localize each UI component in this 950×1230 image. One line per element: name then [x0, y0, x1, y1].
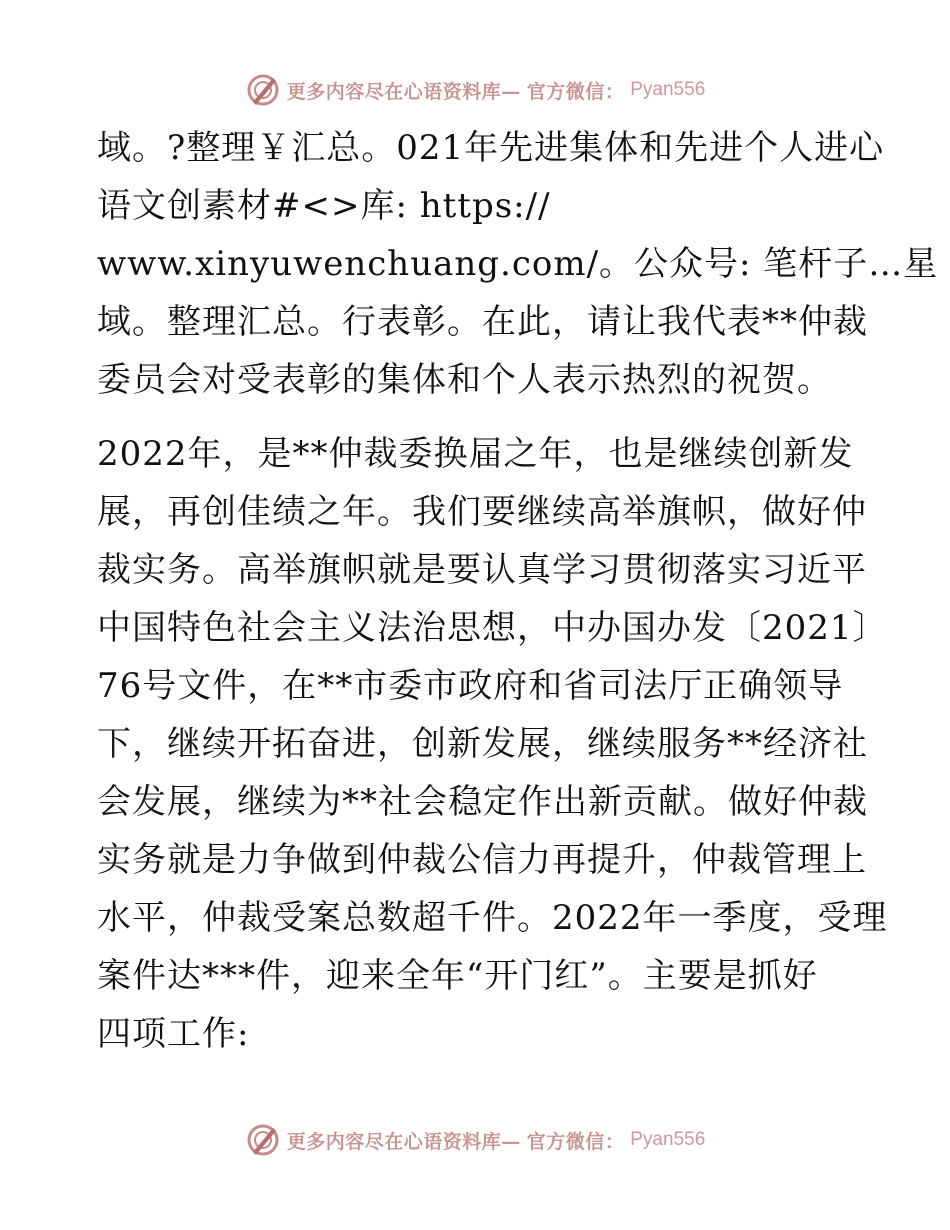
watermark-wechat-label: 官方微信： [526, 80, 625, 103]
text-line: 2022年，是**仲裁委换届之年，也是继续创新发 [97, 434, 854, 474]
text-line: 展，再创佳绩之年。我们要继续高举旗帜，做好仲 [97, 492, 867, 532]
pen-logo-icon [245, 72, 281, 108]
text-line: 语文创素材#<>库: https:// [97, 186, 551, 226]
text-line: 水平，仲裁受案总数超千件。2022年一季度，受理 [97, 898, 888, 938]
text-line: 76号文件，在**市委市政府和省司法厅正确领导 [97, 666, 844, 706]
watermark-text: 更多内容尽在心语资料库— [286, 1130, 521, 1153]
header-watermark [0, 70, 950, 110]
watermark-wechat-id: Pyan556 [630, 1129, 706, 1150]
text-line: 中国特色社会主义法治思想，中办国办发〔2021〕 [97, 608, 888, 648]
text-line: 域。?整理￥汇总。021年先进集体和先进个人进心 [97, 128, 885, 168]
pen-logo-icon [245, 1122, 281, 1158]
text-line: 域。整理汇总。行表彰。在此，请让我代表**仲裁 [97, 302, 868, 342]
text-line: www.xinyuwenchuang.com/。公众号: 笔杆子…星 [97, 244, 939, 284]
footer-watermark [0, 1120, 950, 1160]
text-line: 下，继续开拓奋进，创新发展，继续服务**经济社 [97, 724, 868, 764]
text-line: 四项工作: [97, 1014, 250, 1054]
text-line: 实务就是力争做到仲裁公信力再提升，仲裁管理上 [97, 840, 867, 880]
watermark-wechat-label: 官方微信： [526, 1130, 625, 1153]
text-line: 案件达***件，迎来全年“开门红”。主要是抓好 [97, 956, 818, 996]
watermark-wechat-id: Pyan556 [630, 79, 706, 100]
text-line: 会发展，继续为**社会稳定作出新贡献。做好仲裁 [97, 782, 868, 822]
text-line: 委员会对受表彰的集体和个人表示热烈的祝贺。 [97, 360, 832, 400]
text-line: 裁实务。高举旗帜就是要认真学习贯彻落实习近平 [97, 550, 867, 590]
watermark-text: 更多内容尽在心语资料库— [286, 80, 521, 103]
